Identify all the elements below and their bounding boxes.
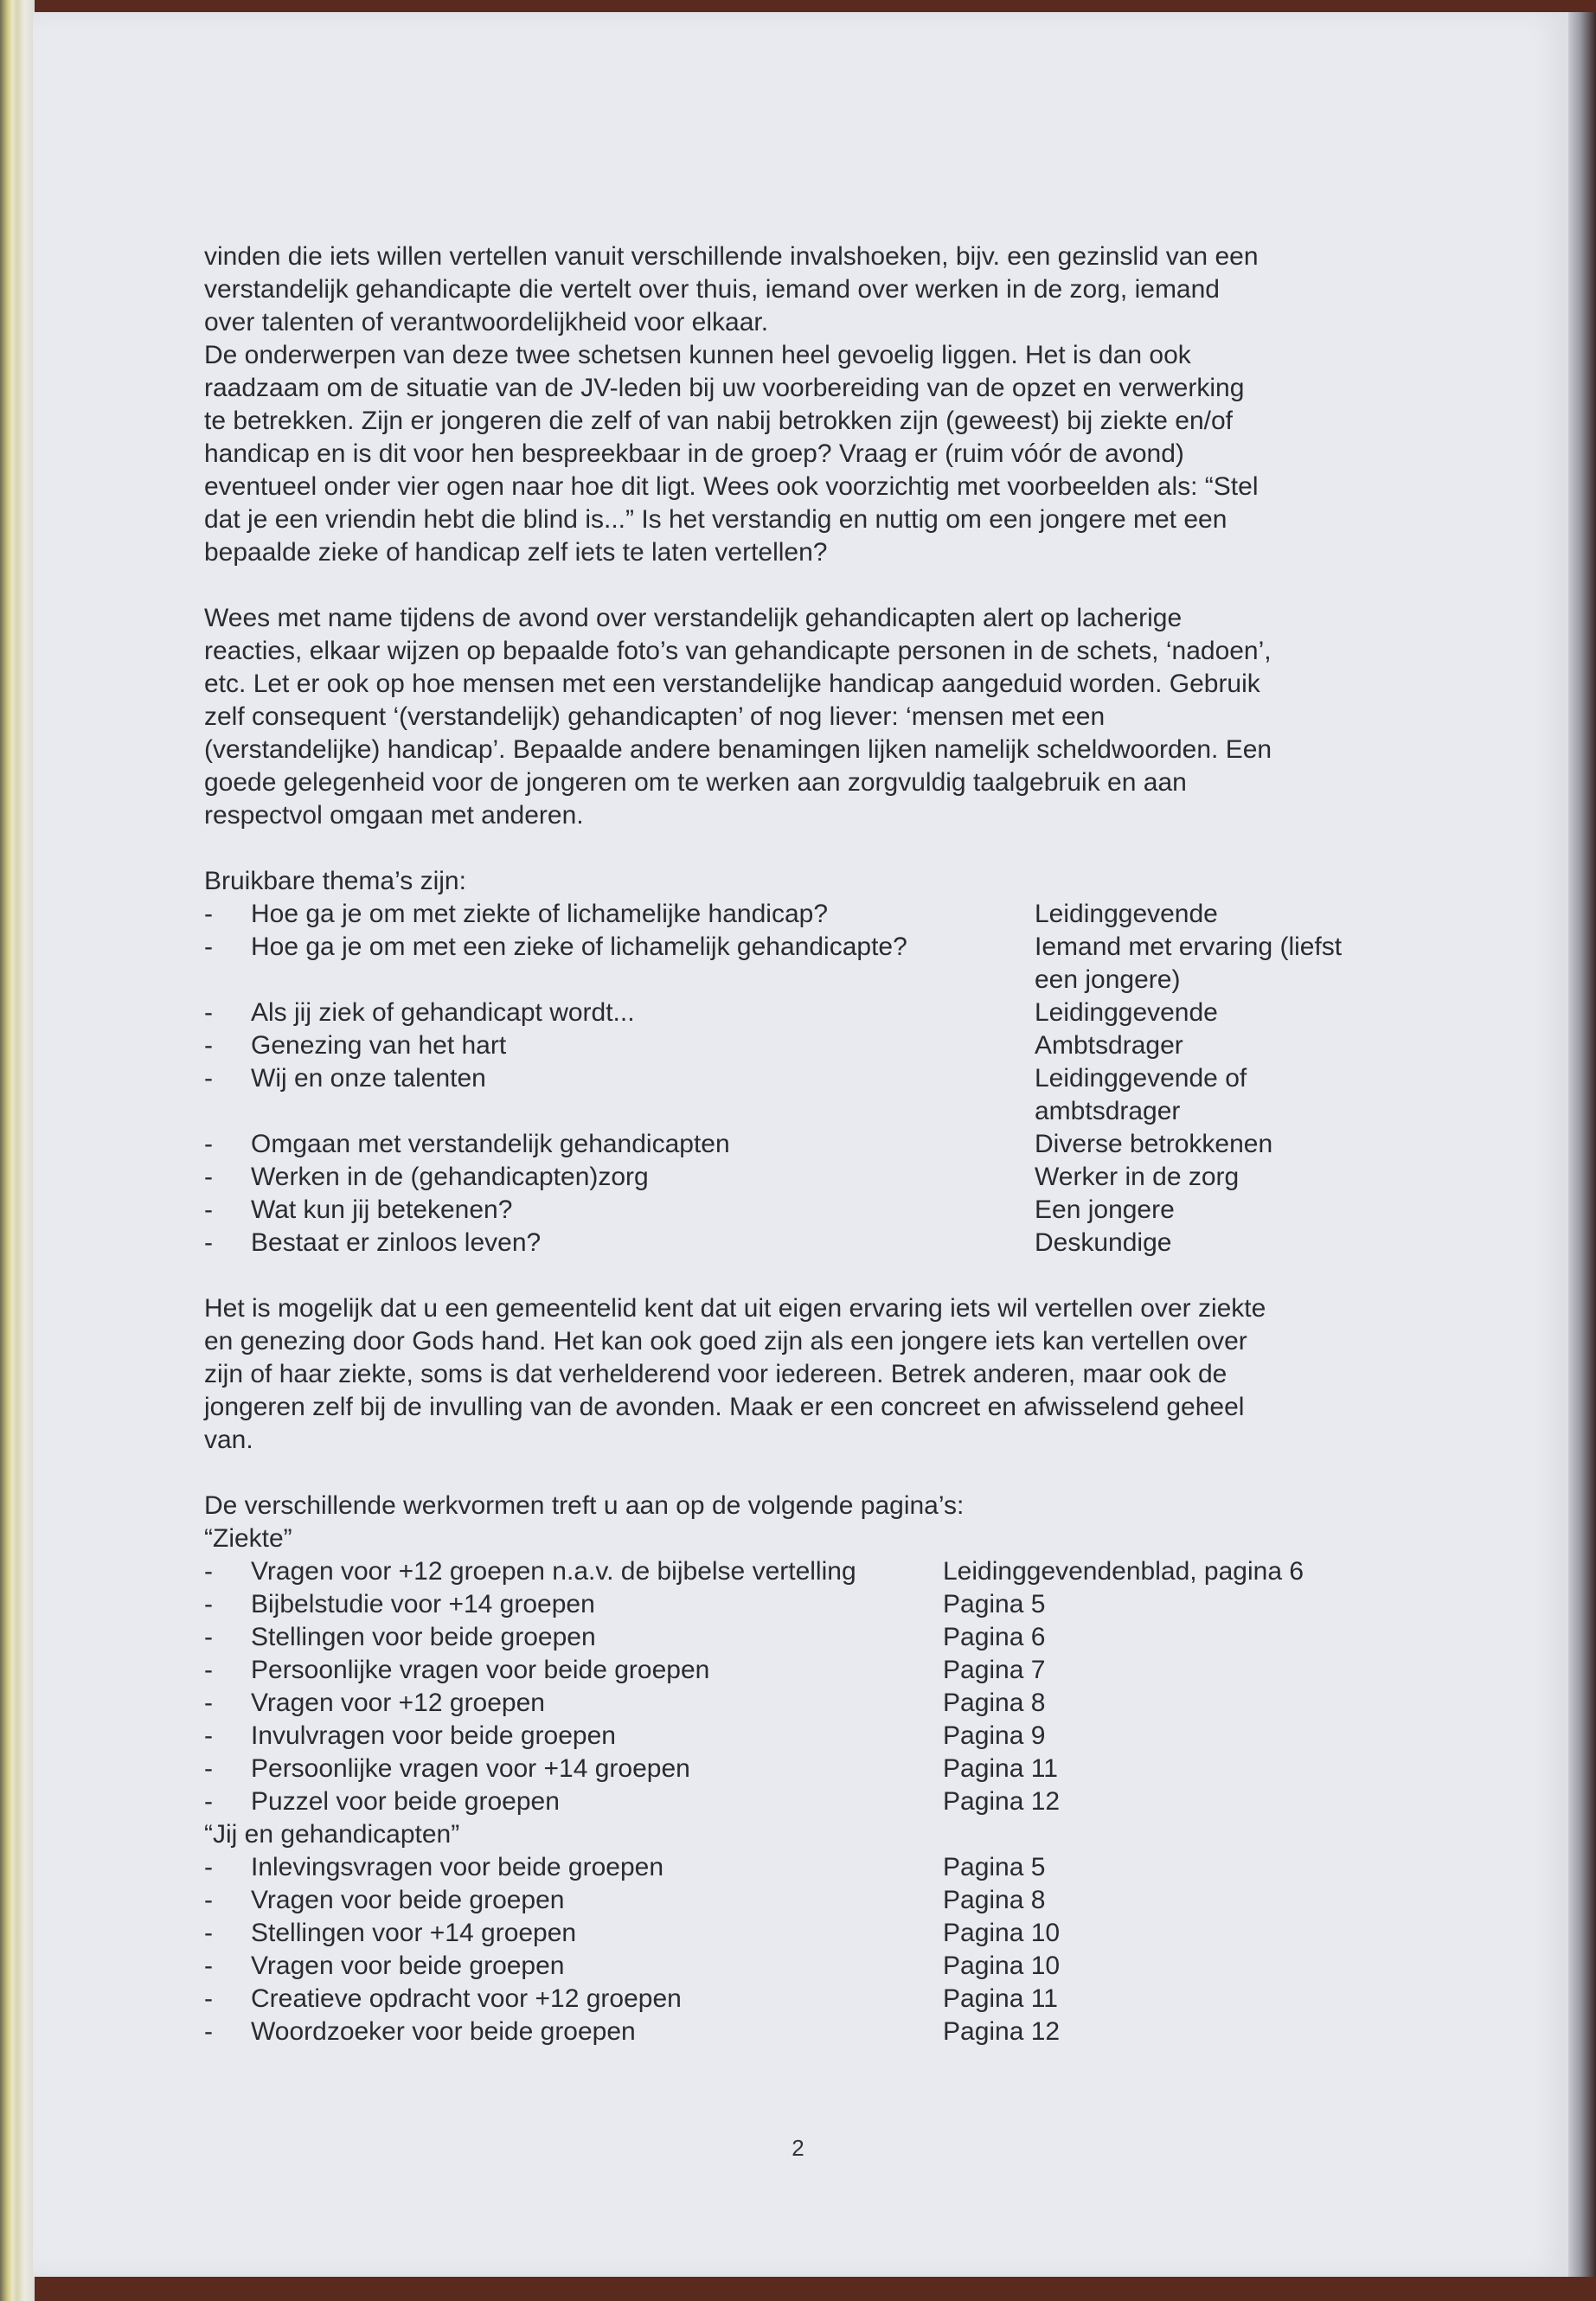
text-line: (verstandelijke) handicap’. Bepaalde andere benamingen lijken namelijk scheldwoorden. Een: [204, 735, 1272, 764]
theme-row-label: Werken in de (gehandicapten)zorg: [251, 1163, 649, 1191]
list-dash: -: [204, 1754, 213, 1783]
text-line: respectvol omgaan met anderen.: [204, 801, 584, 830]
werkvormen-intro: De verschillende werkvormen treft u aan op de volgende pagina’s:: [204, 1491, 965, 1520]
theme-row-value: Iemand met ervaring (liefst: [1035, 933, 1343, 961]
themes-heading: Bruikbare thema’s zijn:: [204, 867, 466, 895]
text-line: goede gelegenheid voor de jongeren om te werken aan zorgvuldig taalgebruik en aan: [204, 768, 1187, 797]
page-edge: [1568, 12, 1596, 2277]
werkvorm-row-value: Pagina 7: [943, 1656, 1046, 1684]
list-dash: -: [204, 1163, 213, 1191]
ziekte-list: [204, 1555, 1415, 1818]
theme-row-value: een jongere): [1035, 965, 1181, 994]
text-line: Het is mogelijk dat u een gemeentelid kent dat uit eigen ervaring iets wil vertellen over ziekte: [204, 1294, 1266, 1323]
werkvorm-row: [204, 2016, 1415, 2048]
theme-row-value: Werker in de zorg: [1035, 1163, 1240, 1191]
list-dash: -: [204, 1031, 213, 1060]
list-dash: -: [204, 1721, 213, 1750]
werkvorm-row-value: Pagina 10: [943, 1919, 1061, 1947]
werkvorm-row-label: Persoonlijke vragen voor beide groepen: [251, 1656, 710, 1684]
list-dash: -: [204, 1689, 213, 1717]
werkvorm-row-value: Pagina 5: [943, 1853, 1046, 1881]
text-line: vinden die iets willen vertellen vanuit verschillende invalshoeken, bijv. een gezinslid van een: [204, 242, 1259, 271]
werkvorm-row-label: Inlevingsvragen voor beide groepen: [251, 1853, 663, 1881]
text-line: van.: [204, 1426, 253, 1454]
werkvorm-row-label: Vragen voor +12 groepen n.a.v. de bijbelse vertelling: [251, 1557, 856, 1586]
text-line: over talenten of verantwoordelijkheid voor elkaar.: [204, 308, 769, 336]
list-dash: -: [204, 900, 213, 928]
ziekte-title: “Ziekte”: [204, 1524, 292, 1553]
list-dash: -: [204, 1195, 213, 1224]
theme-row-label: Bestaat er zinloos leven?: [251, 1228, 542, 1257]
theme-row: [204, 964, 1415, 997]
theme-row: [204, 1161, 1415, 1194]
theme-row: [204, 1095, 1415, 1128]
list-dash: [204, 1095, 251, 1128]
list-dash: [204, 964, 251, 997]
list-dash: -: [204, 1130, 213, 1158]
theme-row-label: Genezing van het hart: [251, 1031, 507, 1060]
theme-row-label: Als jij ziek of gehandicapt wordt...: [251, 998, 635, 1027]
theme-row-value: Ambtsdrager: [1035, 1031, 1183, 1060]
werkvorm-row-label: Invulvragen voor beide groepen: [251, 1721, 616, 1750]
werkvorm-row-label: Bijbelstudie voor +14 groepen: [251, 1590, 595, 1618]
theme-row: [204, 1227, 1415, 1259]
list-dash: -: [204, 2017, 213, 2046]
book-binding: [0, 0, 35, 2301]
text-line: bepaalde zieke of handicap zelf iets te laten vertellen?: [204, 538, 828, 567]
theme-row: [204, 1029, 1415, 1062]
theme-row-value: Een jongere: [1035, 1195, 1175, 1224]
text-line: etc. Let er ook op hoe mensen met een verstandelijke handicap aangeduid worden. Gebruik: [204, 670, 1260, 698]
text-line: jongeren zelf bij de invulling van de avonden. Maak er een concreet en afwisselend geheel: [204, 1393, 1245, 1421]
text-line: te betrekken. Zijn er jongeren die zelf of van nabij betrokken zijn (geweest) bij ziekte en/of: [204, 407, 1233, 435]
theme-row: [204, 898, 1415, 931]
paragraph-intro: [204, 240, 1415, 569]
list-dash: -: [204, 1590, 213, 1618]
text-line: Wees met name tijdens de avond over verstandelijk gehandicapten alert op lacherige: [204, 604, 1183, 632]
theme-row-value: Leidinggevende of: [1035, 1064, 1247, 1093]
werkvorm-row: [204, 1884, 1415, 1917]
werkvorm-row: [204, 1917, 1415, 1950]
werkvorm-row: [204, 1950, 1415, 1983]
theme-row-label: [251, 964, 1035, 997]
theme-row: [204, 1128, 1415, 1161]
text-line: dat je een vriendin hebt die blind is...” Is het verstandig en nuttig om een jongere met een: [204, 505, 1227, 534]
theme-row-value: Leidinggevende: [1035, 998, 1218, 1027]
werkvorm-row-label: Vragen voor beide groepen: [251, 1886, 565, 1914]
werkvorm-row: [204, 1687, 1415, 1720]
list-dash: -: [204, 1623, 213, 1651]
list-dash: -: [204, 1656, 213, 1684]
werkvorm-row-value: Pagina 5: [943, 1590, 1046, 1618]
werkvorm-row: [204, 1621, 1415, 1654]
theme-row-label: Hoe ga je om met ziekte of lichamelijke handicap?: [251, 900, 829, 928]
theme-row-label: Wat kun jij betekenen?: [251, 1195, 513, 1224]
page-content: [204, 240, 1415, 2048]
text-line: raadzaam om de situatie van de JV-leden bij uw voorbereiding van de opzet en verwerking: [204, 374, 1245, 402]
werkvorm-row-value: Pagina 11: [943, 1754, 1058, 1783]
text-line: reacties, elkaar wijzen op bepaalde foto’s van gehandicapte personen in de schets, ‘nadoen’,: [204, 637, 1272, 665]
werkvorm-row-label: Woordzoeker voor beide groepen: [251, 2017, 636, 2046]
list-dash: -: [204, 1984, 213, 2013]
list-dash: -: [204, 1064, 213, 1093]
theme-row-value: ambtsdrager: [1035, 1097, 1181, 1125]
list-dash: -: [204, 1952, 213, 1980]
gehandicapten-title: “Jij en gehandicapten”: [204, 1820, 460, 1849]
gehandicapten-list: [204, 1851, 1415, 2048]
theme-row: [204, 931, 1415, 964]
werkvorm-row-value: Pagina 12: [943, 2017, 1061, 2046]
text-line: handicap en is dit voor hen bespreekbaar in de groep? Vraag er (ruim vóór de avond): [204, 439, 1184, 468]
list-dash: -: [204, 1787, 213, 1816]
werkvorm-row-value: Pagina 11: [943, 1984, 1058, 2013]
werkvorm-row-label: Vragen voor +12 groepen: [251, 1689, 545, 1717]
themes-list: [204, 898, 1415, 1259]
list-dash: -: [204, 1228, 213, 1257]
werkvorm-row-label: Creatieve opdracht voor +12 groepen: [251, 1984, 682, 2013]
text-line: verstandelijk gehandicapte die vertelt over thuis, iemand over werken in de zorg, iemand: [204, 275, 1220, 304]
werkvorm-row: [204, 1654, 1415, 1687]
paragraph-community: [204, 1292, 1415, 1457]
list-dash: -: [204, 1557, 213, 1586]
werkvorm-row-label: Stellingen voor beide groepen: [251, 1623, 596, 1651]
text-line: en genezing door Gods hand. Het kan ook goed zijn als een jongere iets kan vertellen over: [204, 1327, 1247, 1356]
werkvorm-row: [204, 1720, 1415, 1753]
paragraph-alert: [204, 602, 1415, 832]
text-line: eventueel onder vier ogen naar hoe dit ligt. Wees ook voorzichtig met voorbeelden als: “Stel: [204, 472, 1259, 501]
werkvorm-row-value: Pagina 6: [943, 1623, 1046, 1651]
theme-row: [204, 1194, 1415, 1227]
text-line: zijn of haar ziekte, soms is dat verhelderend voor iedereen. Betrek anderen, maar ook de: [204, 1360, 1227, 1388]
theme-row-label: Wij en onze talenten: [251, 1064, 486, 1093]
theme-row-label: [251, 1095, 1035, 1128]
theme-row-label: Hoe ga je om met een zieke of lichamelijk gehandicapte?: [251, 933, 907, 961]
list-dash: -: [204, 1886, 213, 1914]
werkvorm-row: [204, 1588, 1415, 1621]
werkvorm-row: [204, 1851, 1415, 1884]
theme-row: [204, 1062, 1415, 1095]
werkvorm-row: [204, 1785, 1415, 1818]
werkvorm-row-label: Stellingen voor +14 groepen: [251, 1919, 577, 1947]
werkvorm-row: [204, 1983, 1415, 2016]
werkvorm-row-label: Persoonlijke vragen voor +14 groepen: [251, 1754, 690, 1783]
werkvorm-row-value: Pagina 12: [943, 1787, 1061, 1816]
list-dash: -: [204, 998, 213, 1027]
werkvorm-row-value: Pagina 8: [943, 1689, 1046, 1717]
list-dash: -: [204, 933, 213, 961]
werkvorm-row: [204, 1555, 1415, 1588]
page-number: 2: [792, 2135, 804, 2161]
werkvorm-row-value: Pagina 8: [943, 1886, 1046, 1914]
text-line: De onderwerpen van deze twee schetsen kunnen heel gevoelig liggen. Het is dan ook: [204, 341, 1191, 369]
theme-row-value: Deskundige: [1035, 1228, 1172, 1257]
theme-row-value: Diverse betrokkenen: [1035, 1130, 1273, 1158]
werkvorm-row-label: Vragen voor beide groepen: [251, 1952, 565, 1980]
theme-row-label: Omgaan met verstandelijk gehandicapten: [251, 1130, 730, 1158]
theme-row: [204, 997, 1415, 1029]
text-line: zelf consequent ‘(verstandelijk) gehandicapten’ of nog liever: ‘mensen met een: [204, 702, 1106, 731]
werkvorm-row-value: Leidinggevendenblad, pagina 6: [943, 1557, 1304, 1586]
list-dash: -: [204, 1919, 213, 1947]
werkvorm-row-value: Pagina 10: [943, 1952, 1061, 1980]
theme-row-value: Leidinggevende: [1035, 900, 1218, 928]
werkvorm-row-value: Pagina 9: [943, 1721, 1046, 1750]
werkvorm-row: [204, 1753, 1415, 1785]
list-dash: -: [204, 1853, 213, 1881]
werkvorm-row-label: Puzzel voor beide groepen: [251, 1787, 560, 1816]
